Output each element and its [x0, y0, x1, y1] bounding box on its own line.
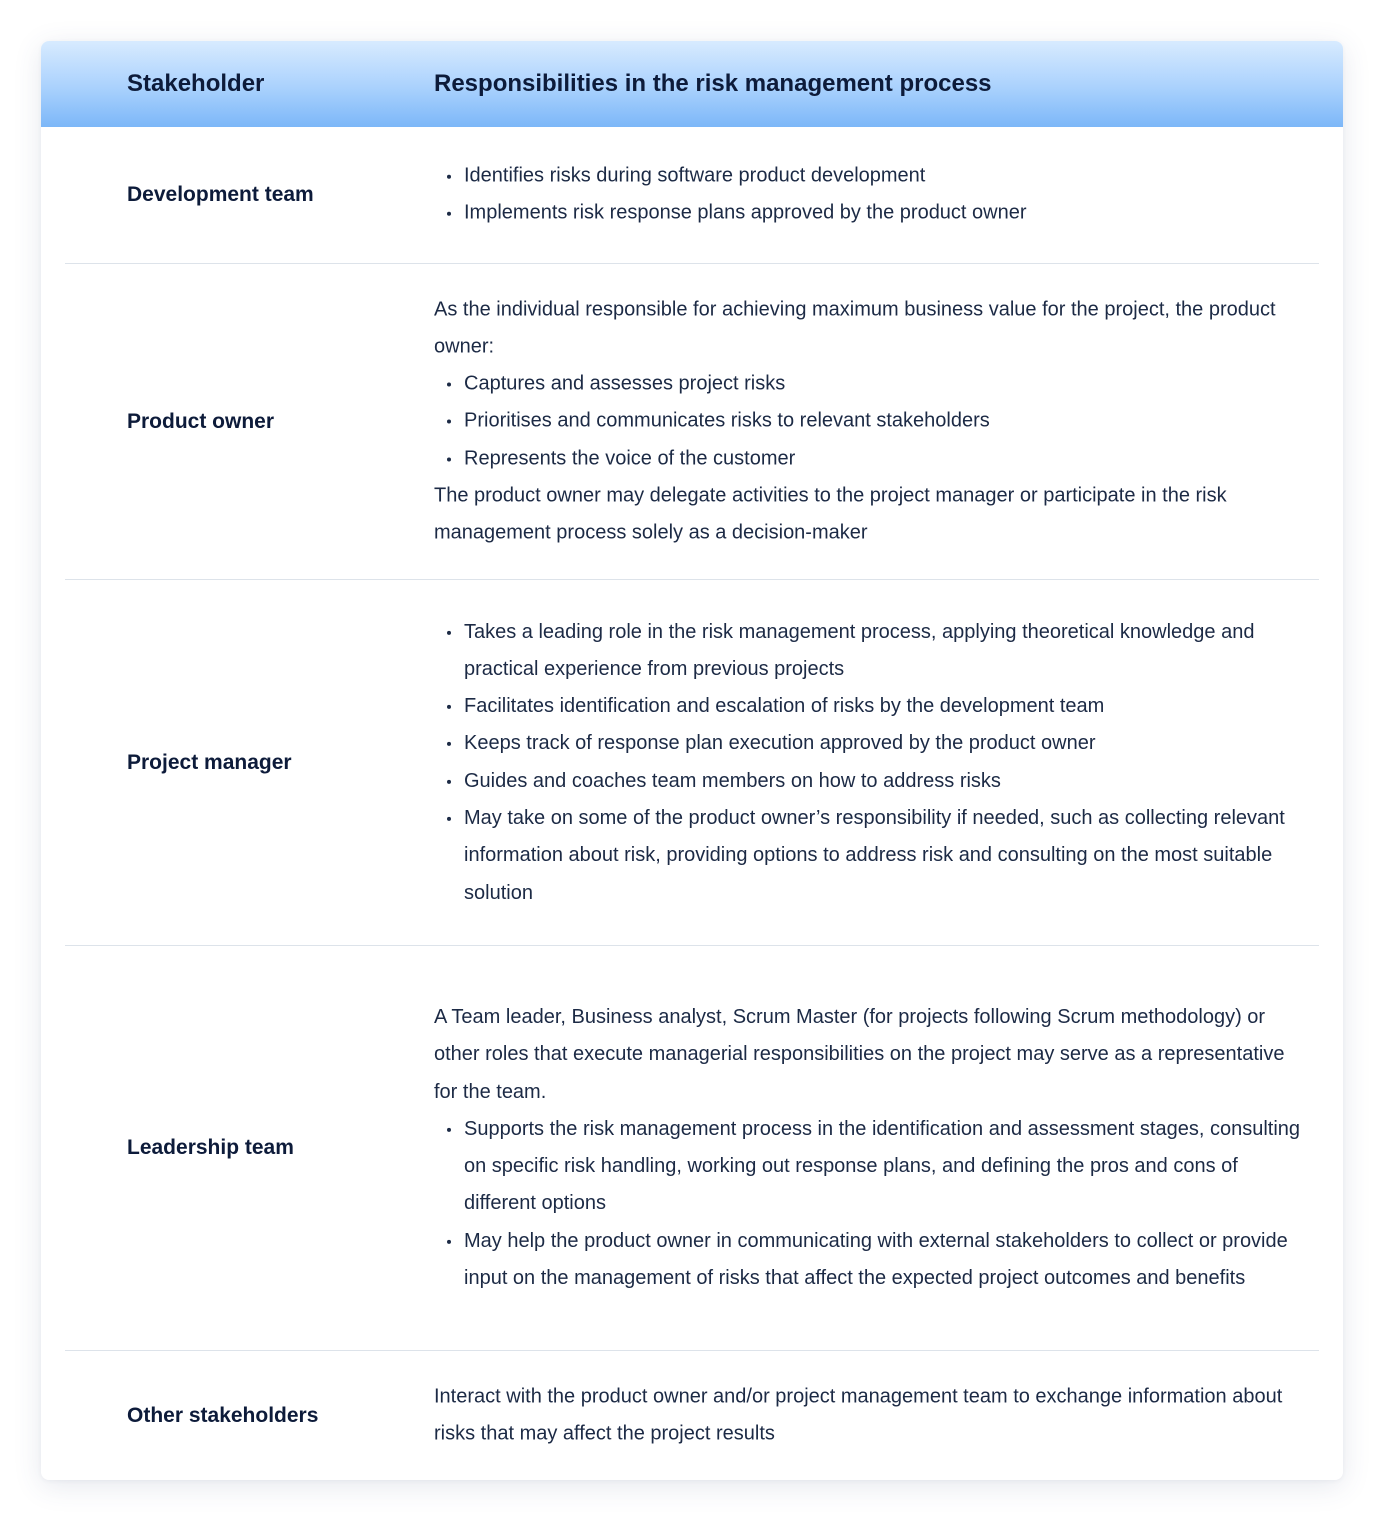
- bullet-list: [434, 1111, 1303, 1297]
- list-item: Supports the risk management process in the identification and assessment stages, consulting on specific risk handling, working out response plans, and defining the pros and cons of different options: [434, 1111, 1303, 1223]
- list-item: Prioritises and communicates risks to relevant stakeholders: [434, 403, 1303, 440]
- list-item: Captures and assesses project risks: [434, 366, 1303, 403]
- intro-text: As the individual responsible for achieving maximum business value for the project, the product owner:: [434, 297, 1276, 358]
- responsibilities-cell: [434, 291, 1303, 552]
- stakeholder-name: Product owner: [127, 409, 275, 433]
- list-item: Facilitates identification and escalation of risks by the development team: [434, 688, 1303, 725]
- header-responsibilities: Responsibilities in the risk management process: [434, 70, 992, 97]
- stakeholder-name: Development team: [127, 183, 314, 206]
- header-stakeholder: Stakeholder: [127, 70, 265, 97]
- stakeholder-name: Other stakeholders: [127, 1403, 319, 1427]
- bullet-list: [434, 158, 1303, 233]
- table-row-leadership-team: [65, 946, 1319, 1351]
- list-item: May help the product owner in communicating with external stakeholders to collect or provide input on the management of risks that affect the expected project outcomes and benefits: [434, 1223, 1303, 1298]
- bullet-list: [434, 613, 1303, 911]
- outro-text: The product owner may delegate activities to the project manager or participate in the risk management process solely as a decision-maker: [434, 484, 1227, 544]
- list-item: Identifies risks during software product development: [434, 158, 1303, 195]
- table-header: [41, 41, 1343, 127]
- responsibilities-cell: [434, 158, 1303, 233]
- responsibilities-cell: [434, 613, 1303, 911]
- stakeholder-table: [41, 41, 1343, 1480]
- bullet-list: [434, 366, 1303, 478]
- stakeholder-name: Leadership team: [127, 1136, 294, 1159]
- list-item: Keeps track of response plan execution approved by the product owner: [434, 725, 1303, 762]
- responsibilities-cell: [434, 999, 1303, 1297]
- responsibilities-cell: [434, 1378, 1303, 1453]
- table-row-project-manager: [65, 580, 1319, 946]
- list-item: Represents the voice of the customer: [434, 440, 1303, 477]
- intro-text: Interact with the product owner and/or project management team to exchange information about risks that may affect the project results: [434, 1385, 1283, 1445]
- list-item: Guides and coaches team members on how to address risks: [434, 763, 1303, 800]
- list-item: May take on some of the product owner’s responsibility if needed, such as collecting relevant information about risk, providing options to address risk and consulting on the most suitable solution: [434, 800, 1303, 912]
- table-row-other-stakeholders: [65, 1351, 1319, 1480]
- table-row-development-team: [65, 127, 1319, 264]
- list-item: Takes a leading role in the risk management process, applying theoretical knowledge and practical experience from previous projects: [434, 613, 1303, 688]
- stakeholder-name: Project manager: [127, 750, 292, 774]
- list-item: Implements risk response plans approved by the product owner: [434, 195, 1303, 232]
- intro-text: A Team leader, Business analyst, Scrum Master (for projects following Scrum methodology) or other roles that execute managerial responsibilities on the project may serve as a representative for the team.: [434, 1005, 1285, 1103]
- table-row-product-owner: [65, 264, 1319, 580]
